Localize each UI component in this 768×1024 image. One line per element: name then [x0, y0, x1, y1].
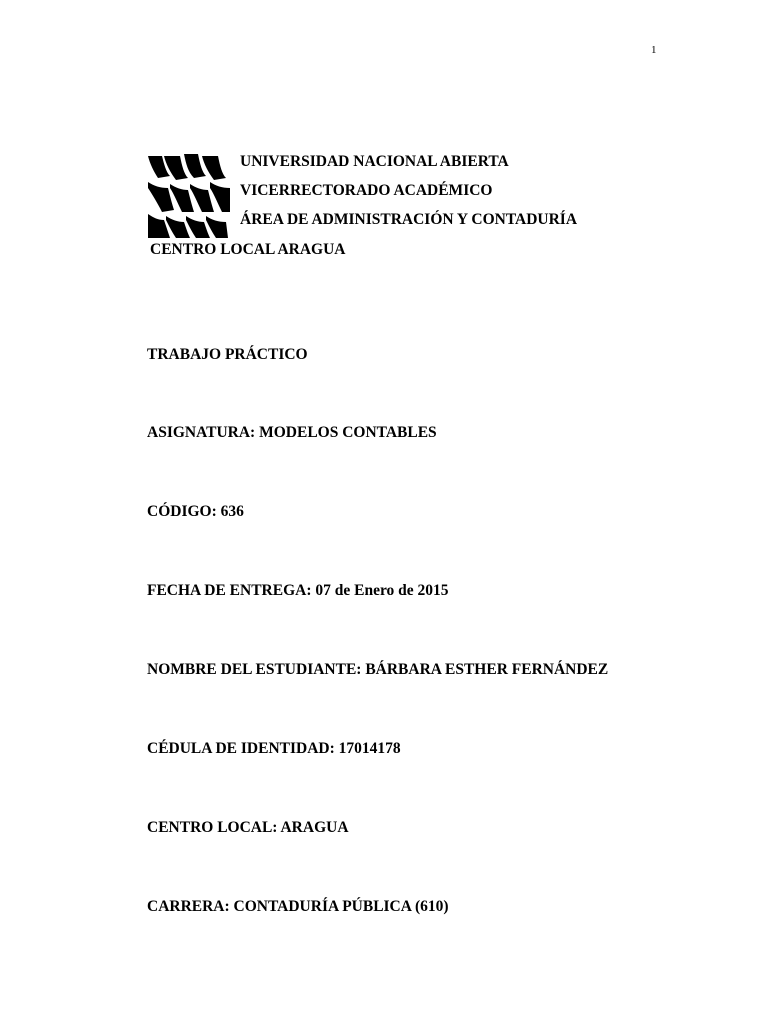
university-name: UNIVERSIDAD NACIONAL ABIERTA	[240, 153, 509, 170]
una-logo-icon	[148, 154, 232, 238]
cedula-field: CÉDULA DE IDENTIDAD: 17014178	[147, 740, 401, 757]
carrera-field: CARRERA: CONTADURÍA PÚBLICA (610)	[147, 898, 449, 915]
nombre-estudiante-field: NOMBRE DEL ESTUDIANTE: BÁRBARA ESTHER FERNÁNDEZ	[147, 661, 609, 678]
trabajo-practico-title: TRABAJO PRÁCTICO	[147, 346, 308, 363]
fecha-entrega-field: FECHA DE ENTREGA: 07 de Enero de 2015	[147, 582, 449, 599]
centro-local-field: CENTRO LOCAL: ARAGUA	[147, 819, 349, 836]
asignatura-field: ASIGNATURA: MODELOS CONTABLES	[147, 424, 437, 441]
area-name: ÁREA DE ADMINISTRACIÓN Y CONTADURÍA	[240, 211, 578, 228]
vicerrectorado-name: VICERRECTORADO ACADÉMICO	[240, 182, 493, 199]
page-number: 1	[651, 44, 657, 56]
centro-local-header: CENTRO LOCAL ARAGUA	[150, 241, 346, 258]
codigo-field: CÓDIGO: 636	[147, 503, 244, 520]
